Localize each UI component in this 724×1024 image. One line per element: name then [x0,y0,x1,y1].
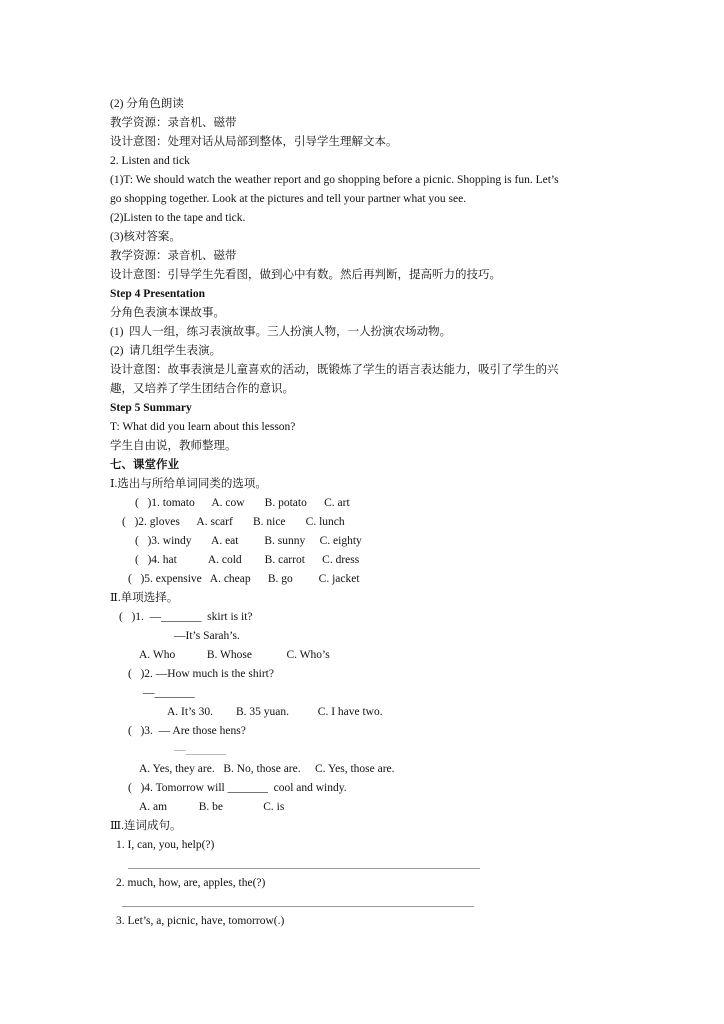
question-item: 2. much, how, are, apples, the(?) [116,877,266,889]
question-item: ( )1. tomato A. cow B. potato C. art [135,497,350,509]
text-line: (1)T: We should watch the weather report and go shopping before a picnic. Shopping is fun. Let’s [110,174,559,186]
text-line: (2) 分角色朗读 [110,98,184,110]
text-line: (1) 四人一组，练习表演故事。三人扮演人物，一人扮演农场动物。 [110,326,452,338]
question-item: ( )3. — Are those hens? [128,725,246,737]
text-line: (2) 请几组学生表演。 [110,345,222,357]
section-heading: 七、课堂作业 [110,459,179,471]
text-line: 趣，又培养了学生团结合作的意识。 [110,383,294,395]
question-item: ( )1. —_______ skirt is it? [119,611,253,623]
text-line: 教学资源：录音机、磁带 [110,117,237,129]
question-item: 1. I, can, you, help(?) [116,839,215,851]
text-line: 设计意图：处理对话从局部到整体，引导学生理解文本。 [110,136,398,148]
text-line: 教学资源：录音机、磁带 [110,250,237,262]
answer-line: —_______ [174,744,226,756]
question-item: ( )3. windy A. eat B. sunny C. eighty [135,535,362,547]
answer-line: —_______ [143,687,195,699]
text-line: 设计意图：引导学生先看图，做到心中有数。然后再判断，提高听力的技巧。 [110,269,501,281]
exercise-heading: Ⅱ.单项选择。 [110,592,179,604]
text-line: T: What did you learn about this lesson? [110,421,296,433]
question-item: ( )2. gloves A. scarf B. nice C. lunch [122,516,345,528]
question-item: ( )4. Tomorrow will _______ cool and windy. [128,782,347,794]
section-heading: Step 4 Presentation [110,288,205,300]
text-line: (2)Listen to the tape and tick. [110,212,246,224]
exercise-heading: Ⅲ.连词成句。 [110,820,182,832]
answer-blank-line [128,868,480,869]
exercise-heading: Ⅰ.选出与所给单词同类的选项。 [110,478,267,490]
text-line: go shopping together. Look at the pictures and tell your partner what you see. [110,193,467,205]
answer-line: —It’s Sarah’s. [174,630,240,642]
text-line: 2. Listen and tick [110,155,190,167]
text-line: (3)核对答案。 [110,231,181,243]
text-line: 学生自由说，教师整理。 [110,440,237,452]
section-heading: Step 5 Summary [110,402,192,414]
question-item: ( )4. hat A. cold B. carrot C. dress [135,554,360,566]
text-line: 分角色表演本课故事。 [110,307,225,319]
answer-blank-line [122,906,474,907]
options-line: A. am B. be C. is [139,801,285,813]
options-line: A. It’s 30. B. 35 yuan. C. I have two. [167,706,383,718]
text-line: 设计意图：故事表演是儿童喜欢的活动，既锻炼了学生的语言表达能力，吸引了学生的兴 [110,364,559,376]
options-line: A. Yes, they are. B. No, those are. C. Yes, those are. [139,763,395,775]
question-item: ( )2. —How much is the shirt? [128,668,274,680]
question-item: ( )5. expensive A. cheap B. go C. jacket [128,573,360,585]
options-line: A. Who B. Whose C. Who’s [139,649,330,661]
question-item: 3. Let’s, a, picnic, have, tomorrow(.) [116,915,285,927]
